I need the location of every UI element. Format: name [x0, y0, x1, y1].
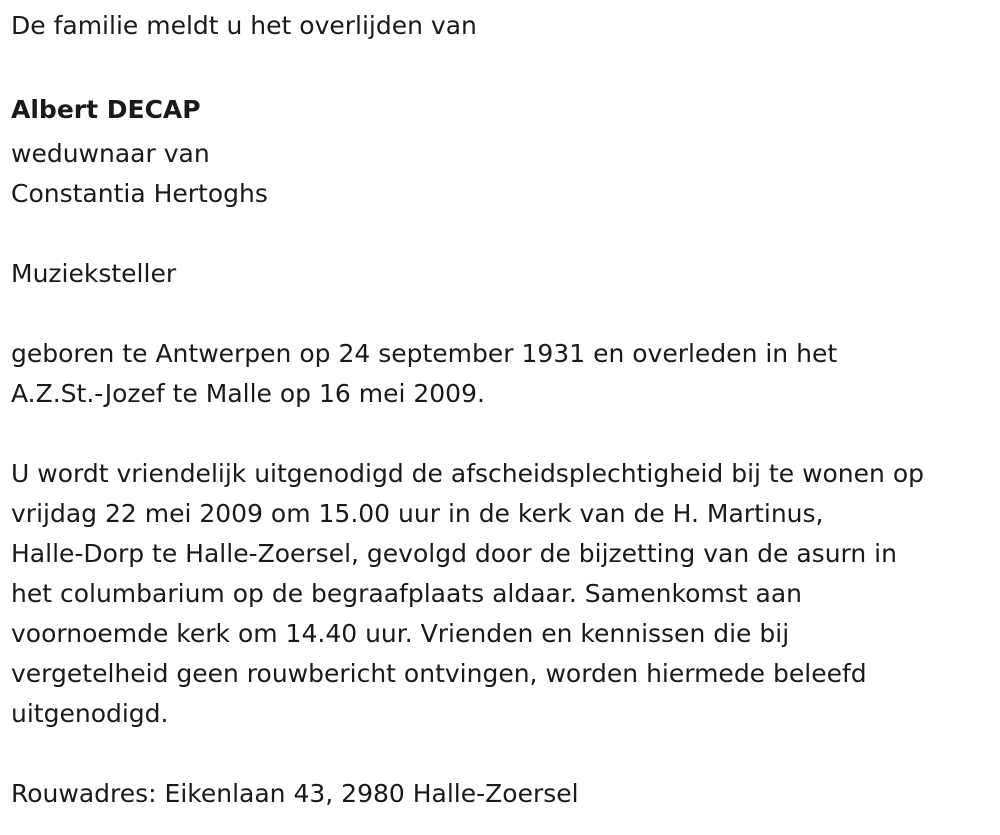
birth-death-line: geboren te Antwerpen op 24 september 1931 en overleden in het	[11, 339, 838, 368]
intro-text: De familie meldt u het overlijden van	[11, 11, 477, 40]
invitation-line: het columbarium op de begraafplaats aldaar. Samenkomst aan	[11, 579, 803, 608]
profession: Muzieksteller	[11, 259, 177, 288]
invitation-line: vrijdag 22 mei 2009 om 15.00 uur in de kerk van de H. Martinus,	[11, 499, 824, 528]
invitation-paragraph	[11, 454, 996, 734]
birth-death-line: A.Z.St.-Jozef te Malle op 16 mei 2009.	[11, 379, 485, 408]
invitation-line: voornoemde kerk om 14.40 uur. Vrienden en kennissen die bij	[11, 619, 790, 648]
invitation-line: U wordt vriendelijk uitgenodigd de afscheidsplechtigheid bij te wonen op	[11, 459, 924, 488]
invitation-line: uitgenodigd.	[11, 699, 169, 728]
spouse-name: Constantia Hertoghs	[11, 179, 268, 208]
invitation-line: Halle-Dorp te Halle-Zoersel, gevolgd door de bijzetting van de asurn in	[11, 539, 897, 568]
death-notice	[11, 6, 996, 814]
invitation-line: vergetelheid geen rouwbericht ontvingen, worden hiermede beleefd	[11, 659, 867, 688]
deceased-name: Albert DECAP	[11, 95, 201, 124]
mourning-address: Rouwadres: Eikenlaan 43, 2980 Halle-Zoersel	[11, 779, 579, 808]
birth-death-paragraph	[11, 334, 996, 414]
widower-of-text: weduwnaar van	[11, 139, 210, 168]
